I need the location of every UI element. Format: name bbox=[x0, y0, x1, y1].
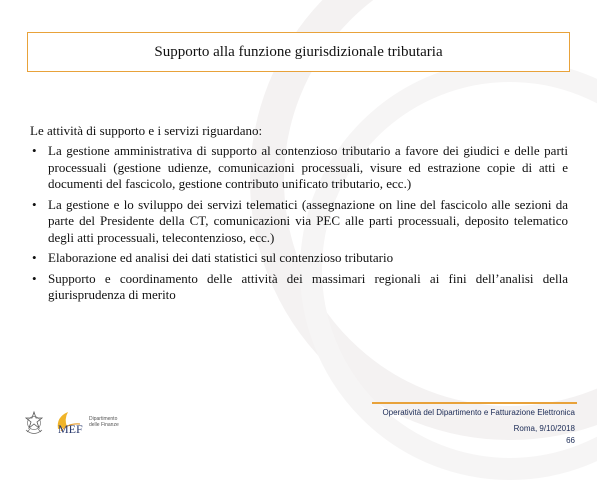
bullet-icon: • bbox=[32, 270, 37, 286]
list-item-text: Supporto e coordinamento delle attività dei massimari regionali ai fini dell’analisi della giurisprudenza di merito bbox=[48, 270, 568, 302]
bullet-icon: • bbox=[32, 143, 37, 158]
footer-divider bbox=[372, 402, 577, 404]
bullet-list bbox=[30, 143, 568, 304]
slide-title: Supporto alla funzione giurisdizionale tributaria bbox=[154, 43, 443, 60]
mef-dept-line1: Dipartimento bbox=[89, 416, 118, 422]
mef-logo-text: MEF bbox=[58, 422, 83, 436]
footer-info bbox=[382, 407, 575, 447]
intro-text: Le attività di supporto e i servizi riguardano: bbox=[30, 123, 263, 138]
mef-department-label bbox=[89, 416, 119, 428]
footer-date: Roma, 9/10/2018 bbox=[513, 424, 575, 433]
list-item bbox=[30, 197, 568, 247]
page-number: 66 bbox=[566, 436, 575, 445]
bullet-icon: • bbox=[32, 196, 37, 212]
mef-logo-icon bbox=[54, 409, 90, 437]
list-item bbox=[30, 143, 568, 193]
footer-event: Operatività del Dipartimento e Fatturazione Elettronica bbox=[382, 408, 575, 417]
slide-title-box bbox=[27, 32, 570, 72]
italian-republic-emblem-icon bbox=[22, 410, 46, 437]
list-item-text: La gestione e lo sviluppo dei servizi telematici (assegnazione on line del fascicolo alle sezioni da parte del Presidente della CT, comunicazioni via PEC alle parti processuali, deposito telematico degli atti processuali, telecontenzioso, ecc.) bbox=[48, 196, 568, 245]
list-item bbox=[30, 271, 568, 304]
list-item-text: Elaborazione ed analisi dei dati statistici sul contenzioso tributario bbox=[48, 250, 394, 265]
slide-content bbox=[30, 122, 568, 308]
mef-dept-line2: delle Finanze bbox=[89, 422, 119, 428]
list-item bbox=[30, 250, 568, 267]
list-item-text: La gestione amministrativa di supporto al contenzioso tributario a favore dei giudici e delle parti processuali (gestione udienze, comunicazioni processuali, visure ed estrazione copie di atti e documenti del fascicolo, gestione contributo unificato tributario, ecc.) bbox=[48, 143, 568, 191]
bullet-icon: • bbox=[32, 250, 37, 265]
